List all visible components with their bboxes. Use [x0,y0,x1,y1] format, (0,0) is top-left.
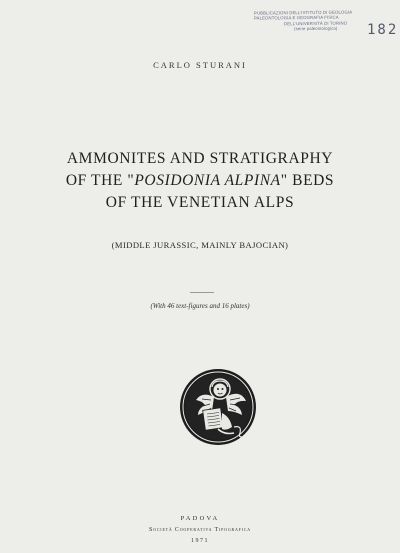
page-title [0,148,400,214]
stamp-line: PALEONTOLOGIA E GEOGRAFIA FISICA [253,15,339,21]
publication-city: PADOVA [180,515,220,522]
stamp-line: (serie paleontologica) [294,25,338,32]
title-line-1: AMMONITES AND STRATIGRAPHY [66,150,334,167]
stamp-line: PUBBLICAZIONI DELL'ISTITUTO DI GEOLOGIA [253,9,353,16]
divider [190,292,214,293]
title-line-2 [0,170,400,192]
figures-note: (With 46 text-figures and 16 plates) [150,302,250,310]
stamp-number: 182 [367,22,399,38]
author-name: CARLO STURANI [153,60,247,70]
title-line-2-italic: POSIDONIA ALPINA [134,172,281,189]
subtitle: (MIDDLE JURASSIC, MAINLY BAJOCIAN) [111,240,289,250]
title-line-3: OF THE VENETIAN ALPS [105,194,295,211]
title-line-2-prefix: OF THE " [65,172,135,189]
title-line-2-suffix: " BEDS [280,172,335,189]
publisher-name: Società Cooperativa Tipografica [149,527,251,533]
lion-of-saint-mark-icon [178,367,258,447]
library-stamp [254,9,364,32]
stamp-line: DELL'UNIVERSITÀ DI TORINO [284,20,348,27]
publication-year: 1971 [191,538,209,544]
